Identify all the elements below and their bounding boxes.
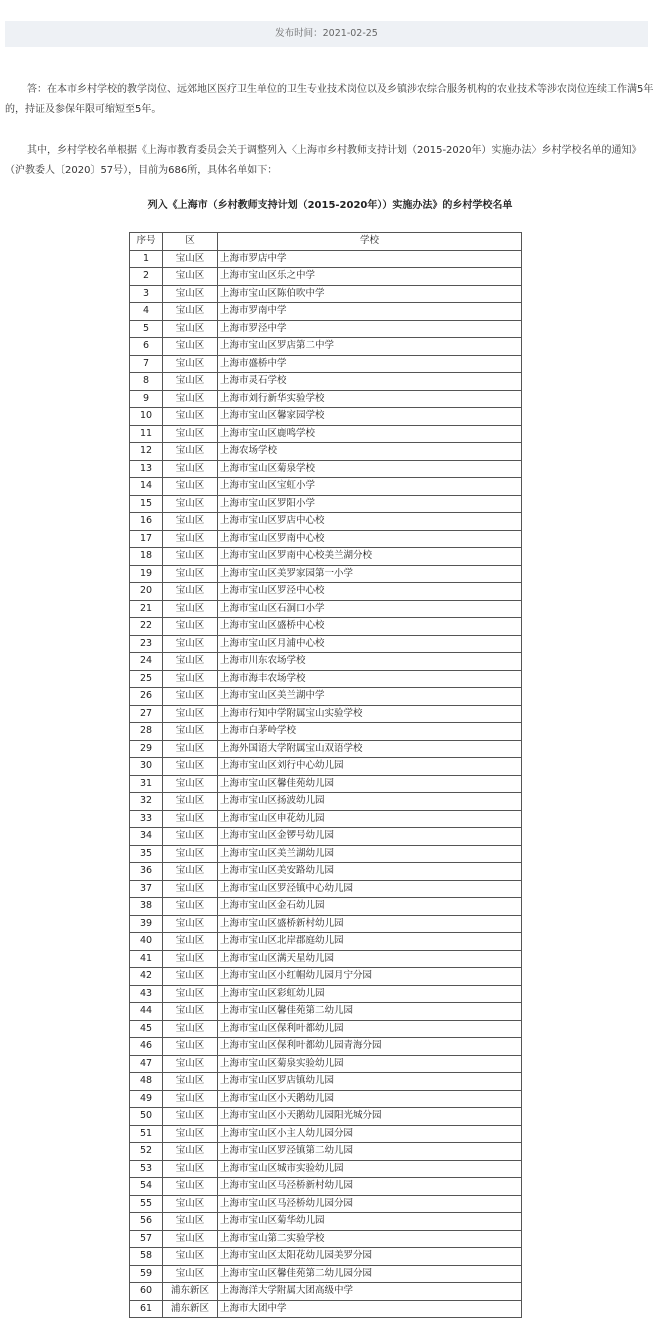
row-district: 宝山区 <box>163 530 218 548</box>
row-number: 16 <box>130 513 163 531</box>
row-number: 38 <box>130 898 163 916</box>
row-school-name: 上海外国语大学附属宝山双语学校 <box>218 740 522 758</box>
row-district: 宝山区 <box>163 495 218 513</box>
publish-date: 发布时间：2021-02-25 <box>275 28 378 39</box>
row-district: 宝山区 <box>163 915 218 933</box>
row-number: 24 <box>130 653 163 671</box>
table-row <box>130 513 522 531</box>
table-row <box>130 950 522 968</box>
row-school-name: 上海市宝山区保利叶都幼儿园青海分园 <box>218 1038 522 1056</box>
table-row <box>130 810 522 828</box>
row-district: 宝山区 <box>163 250 218 268</box>
table-row <box>130 1038 522 1056</box>
row-number: 7 <box>130 355 163 373</box>
row-district: 宝山区 <box>163 775 218 793</box>
row-district: 宝山区 <box>163 303 218 321</box>
row-number: 53 <box>130 1160 163 1178</box>
table-row <box>130 1160 522 1178</box>
answer-paragraph: 答：在本市乡村学校的教学岗位、远郊地区医疗卫生单位的卫生专业技术岗位以及乡镇涉农综合服务机构的农业技术等涉农岗位连续工作满5年的，持证及参保年限可缩短至5年。 <box>5 84 654 115</box>
table-row <box>130 1300 522 1318</box>
table-row <box>130 1020 522 1038</box>
row-school-name: 上海市宝山区菊华幼儿园 <box>218 1213 522 1231</box>
row-district: 宝山区 <box>163 460 218 478</box>
row-district: 宝山区 <box>163 863 218 881</box>
table-row <box>130 1178 522 1196</box>
row-school-name: 上海市宝山区小天鹅幼儿园 <box>218 1090 522 1108</box>
table-row <box>130 1143 522 1161</box>
row-number: 21 <box>130 600 163 618</box>
row-district: 宝山区 <box>163 1265 218 1283</box>
row-district: 宝山区 <box>163 705 218 723</box>
row-school-name: 上海市宝山区美兰湖中学 <box>218 688 522 706</box>
table-row <box>130 705 522 723</box>
row-district: 宝山区 <box>163 1160 218 1178</box>
row-school-name: 上海市宝山区马泾桥新村幼儿园 <box>218 1178 522 1196</box>
row-school-name: 上海市宝山区美罗家园第一小学 <box>218 565 522 583</box>
table-row <box>130 530 522 548</box>
row-number: 57 <box>130 1230 163 1248</box>
rural-school-table <box>129 232 522 1318</box>
table-row <box>130 688 522 706</box>
row-school-name: 上海市宝山区馨家园学校 <box>218 408 522 426</box>
row-school-name: 上海市罗南中学 <box>218 303 522 321</box>
row-school-name: 上海市海丰农场学校 <box>218 670 522 688</box>
row-number: 56 <box>130 1213 163 1231</box>
row-district: 宝山区 <box>163 565 218 583</box>
row-school-name: 上海市宝山区馨佳苑第二幼儿园 <box>218 1003 522 1021</box>
row-school-name: 上海市白茅岭学校 <box>218 723 522 741</box>
row-number: 55 <box>130 1195 163 1213</box>
row-district: 宝山区 <box>163 845 218 863</box>
row-school-name: 上海市宝山区罗店第二中学 <box>218 338 522 356</box>
row-district: 宝山区 <box>163 600 218 618</box>
row-school-name: 上海市宝山区盛桥新村幼儿园 <box>218 915 522 933</box>
table-row <box>130 1248 522 1266</box>
row-number: 18 <box>130 548 163 566</box>
row-school-name: 上海海洋大学附属大团高级中学 <box>218 1283 522 1301</box>
table-row <box>130 303 522 321</box>
row-district: 宝山区 <box>163 1125 218 1143</box>
table-row <box>130 1003 522 1021</box>
table-row <box>130 845 522 863</box>
table-row <box>130 933 522 951</box>
row-district: 宝山区 <box>163 880 218 898</box>
table-row <box>130 443 522 461</box>
row-number: 6 <box>130 338 163 356</box>
table-row <box>130 583 522 601</box>
row-school-name: 上海市宝山区申花幼儿园 <box>218 810 522 828</box>
row-school-name: 上海市宝山区美安路幼儿园 <box>218 863 522 881</box>
row-district: 浦东新区 <box>163 1283 218 1301</box>
row-district: 宝山区 <box>163 618 218 636</box>
row-number: 9 <box>130 390 163 408</box>
row-number: 5 <box>130 320 163 338</box>
row-school-name: 上海市宝山区罗店镇幼儿园 <box>218 1073 522 1091</box>
row-number: 19 <box>130 565 163 583</box>
row-number: 14 <box>130 478 163 496</box>
table-row <box>130 548 522 566</box>
table-row <box>130 618 522 636</box>
row-school-name: 上海市盛桥中学 <box>218 355 522 373</box>
table-row <box>130 968 522 986</box>
row-district: 宝山区 <box>163 723 218 741</box>
row-district: 宝山区 <box>163 1213 218 1231</box>
row-number: 46 <box>130 1038 163 1056</box>
row-district: 宝山区 <box>163 1090 218 1108</box>
row-number: 41 <box>130 950 163 968</box>
row-district: 宝山区 <box>163 548 218 566</box>
row-school-name: 上海市宝山第二实验学校 <box>218 1230 522 1248</box>
table-row <box>130 1055 522 1073</box>
row-district: 宝山区 <box>163 355 218 373</box>
row-school-name: 上海市宝山区小主人幼儿园分园 <box>218 1125 522 1143</box>
header-district: 区 <box>163 233 218 251</box>
table-row <box>130 1213 522 1231</box>
row-number: 42 <box>130 968 163 986</box>
row-school-name: 上海市宝山区盛桥中心校 <box>218 618 522 636</box>
table-row <box>130 985 522 1003</box>
row-school-name: 上海市宝山区太阳花幼儿园美罗分园 <box>218 1248 522 1266</box>
row-school-name: 上海市宝山区彩虹幼儿园 <box>218 985 522 1003</box>
row-number: 4 <box>130 303 163 321</box>
row-district: 宝山区 <box>163 810 218 828</box>
header-no: 序号 <box>130 233 163 251</box>
row-school-name: 上海市宝山区罗阳小学 <box>218 495 522 513</box>
table-row <box>130 355 522 373</box>
row-number: 40 <box>130 933 163 951</box>
row-district: 宝山区 <box>163 793 218 811</box>
row-district: 宝山区 <box>163 828 218 846</box>
table-row <box>130 915 522 933</box>
table-row <box>130 775 522 793</box>
row-school-name: 上海市宝山区乐之中学 <box>218 268 522 286</box>
table-row <box>130 285 522 303</box>
row-school-name: 上海市宝山区馨佳苑第二幼儿园分园 <box>218 1265 522 1283</box>
table-row <box>130 478 522 496</box>
row-number: 37 <box>130 880 163 898</box>
table-body <box>130 250 522 1318</box>
row-district: 宝山区 <box>163 583 218 601</box>
row-district: 宝山区 <box>163 740 218 758</box>
table-row <box>130 1108 522 1126</box>
row-number: 59 <box>130 1265 163 1283</box>
row-number: 11 <box>130 425 163 443</box>
table-row <box>130 723 522 741</box>
row-school-name: 上海市刘行新华实验学校 <box>218 390 522 408</box>
row-number: 8 <box>130 373 163 391</box>
row-school-name: 上海农场学校 <box>218 443 522 461</box>
row-number: 45 <box>130 1020 163 1038</box>
row-number: 20 <box>130 583 163 601</box>
table-row <box>130 268 522 286</box>
row-number: 39 <box>130 915 163 933</box>
row-school-name: 上海市宝山区馨佳苑幼儿园 <box>218 775 522 793</box>
row-district: 宝山区 <box>163 443 218 461</box>
row-number: 43 <box>130 985 163 1003</box>
row-number: 31 <box>130 775 163 793</box>
row-school-name: 上海市大团中学 <box>218 1300 522 1318</box>
row-school-name: 上海市宝山区满天星幼儿园 <box>218 950 522 968</box>
publish-date-bar <box>5 21 648 47</box>
table-row <box>130 495 522 513</box>
table-row <box>130 793 522 811</box>
row-district: 宝山区 <box>163 950 218 968</box>
row-district: 宝山区 <box>163 1020 218 1038</box>
row-school-name: 上海市川东农场学校 <box>218 653 522 671</box>
row-district: 宝山区 <box>163 425 218 443</box>
row-district: 宝山区 <box>163 1055 218 1073</box>
table-row <box>130 250 522 268</box>
row-school-name: 上海市宝山区罗南中心校 <box>218 530 522 548</box>
table-row <box>130 1283 522 1301</box>
row-number: 2 <box>130 268 163 286</box>
row-school-name: 上海市宝山区扬波幼儿园 <box>218 793 522 811</box>
row-district: 宝山区 <box>163 688 218 706</box>
row-school-name: 上海市宝山区金石幼儿园 <box>218 898 522 916</box>
row-number: 58 <box>130 1248 163 1266</box>
row-number: 1 <box>130 250 163 268</box>
table-row <box>130 390 522 408</box>
row-number: 25 <box>130 670 163 688</box>
table-row <box>130 1090 522 1108</box>
row-school-name: 上海市宝山区刘行中心幼儿园 <box>218 758 522 776</box>
row-school-name: 上海市行知中学附属宝山实验学校 <box>218 705 522 723</box>
row-number: 50 <box>130 1108 163 1126</box>
table-row <box>130 460 522 478</box>
row-number: 17 <box>130 530 163 548</box>
row-school-name: 上海市宝山区宝虹小学 <box>218 478 522 496</box>
row-school-name: 上海市宝山区罗南中心校美兰湖分校 <box>218 548 522 566</box>
row-district: 宝山区 <box>163 635 218 653</box>
row-district: 宝山区 <box>163 408 218 426</box>
row-district: 宝山区 <box>163 1108 218 1126</box>
table-row <box>130 338 522 356</box>
row-school-name: 上海市宝山区月浦中心校 <box>218 635 522 653</box>
row-school-name: 上海市宝山区马泾桥幼儿园分园 <box>218 1195 522 1213</box>
row-district: 浦东新区 <box>163 1300 218 1318</box>
table-row <box>130 565 522 583</box>
header-school: 学校 <box>218 233 522 251</box>
row-district: 宝山区 <box>163 373 218 391</box>
table-row <box>130 898 522 916</box>
row-number: 51 <box>130 1125 163 1143</box>
row-number: 61 <box>130 1300 163 1318</box>
row-district: 宝山区 <box>163 1195 218 1213</box>
row-district: 宝山区 <box>163 1230 218 1248</box>
row-school-name: 上海市宝山区城市实验幼儿园 <box>218 1160 522 1178</box>
row-number: 13 <box>130 460 163 478</box>
row-number: 35 <box>130 845 163 863</box>
table-row <box>130 1125 522 1143</box>
table-row <box>130 828 522 846</box>
row-number: 12 <box>130 443 163 461</box>
row-district: 宝山区 <box>163 268 218 286</box>
row-school-name: 上海市灵石学校 <box>218 373 522 391</box>
row-district: 宝山区 <box>163 390 218 408</box>
row-district: 宝山区 <box>163 285 218 303</box>
table-row <box>130 408 522 426</box>
row-school-name: 上海市罗店中学 <box>218 250 522 268</box>
row-school-name: 上海市宝山区小红帽幼儿园月宁分园 <box>218 968 522 986</box>
row-number: 15 <box>130 495 163 513</box>
row-district: 宝山区 <box>163 1248 218 1266</box>
row-number: 22 <box>130 618 163 636</box>
table-row <box>130 863 522 881</box>
row-school-name: 上海市宝山区菊泉学校 <box>218 460 522 478</box>
row-district: 宝山区 <box>163 1178 218 1196</box>
row-district: 宝山区 <box>163 320 218 338</box>
table-row <box>130 880 522 898</box>
row-school-name: 上海市宝山区金锣号幼儿园 <box>218 828 522 846</box>
row-number: 49 <box>130 1090 163 1108</box>
table-row <box>130 1230 522 1248</box>
row-district: 宝山区 <box>163 1073 218 1091</box>
row-district: 宝山区 <box>163 758 218 776</box>
table-row <box>130 635 522 653</box>
row-school-name: 上海市宝山区鹿鸣学校 <box>218 425 522 443</box>
row-number: 27 <box>130 705 163 723</box>
row-number: 34 <box>130 828 163 846</box>
row-district: 宝山区 <box>163 478 218 496</box>
row-school-name: 上海市宝山区罗泾中心校 <box>218 583 522 601</box>
row-school-name: 上海市宝山区菊泉实验幼儿园 <box>218 1055 522 1073</box>
table-row <box>130 1265 522 1283</box>
table-row <box>130 373 522 391</box>
row-number: 26 <box>130 688 163 706</box>
row-district: 宝山区 <box>163 898 218 916</box>
table-title: 列入《上海市（乡村教师支持计划（2015-2020年））实施办法》的乡村学校名单 <box>147 200 513 211</box>
row-district: 宝山区 <box>163 1003 218 1021</box>
table-row <box>130 670 522 688</box>
row-number: 29 <box>130 740 163 758</box>
row-district: 宝山区 <box>163 670 218 688</box>
table-header-row <box>130 233 522 251</box>
row-number: 3 <box>130 285 163 303</box>
table-row <box>130 653 522 671</box>
row-district: 宝山区 <box>163 653 218 671</box>
row-school-name: 上海市宝山区陈伯吹中学 <box>218 285 522 303</box>
table-row <box>130 740 522 758</box>
row-number: 44 <box>130 1003 163 1021</box>
table-row <box>130 425 522 443</box>
row-number: 33 <box>130 810 163 828</box>
row-number: 30 <box>130 758 163 776</box>
row-school-name: 上海市宝山区小天鹅幼儿园阳光城分园 <box>218 1108 522 1126</box>
row-district: 宝山区 <box>163 1143 218 1161</box>
row-number: 52 <box>130 1143 163 1161</box>
row-school-name: 上海市宝山区美兰湖幼儿园 <box>218 845 522 863</box>
row-school-name: 上海市罗泾中学 <box>218 320 522 338</box>
row-district: 宝山区 <box>163 338 218 356</box>
row-school-name: 上海市宝山区石洞口小学 <box>218 600 522 618</box>
row-number: 23 <box>130 635 163 653</box>
row-district: 宝山区 <box>163 968 218 986</box>
table-row <box>130 758 522 776</box>
table-row <box>130 1073 522 1091</box>
row-district: 宝山区 <box>163 933 218 951</box>
row-number: 48 <box>130 1073 163 1091</box>
row-number: 60 <box>130 1283 163 1301</box>
table-row <box>130 600 522 618</box>
row-number: 54 <box>130 1178 163 1196</box>
row-district: 宝山区 <box>163 513 218 531</box>
row-number: 36 <box>130 863 163 881</box>
row-number: 32 <box>130 793 163 811</box>
row-number: 10 <box>130 408 163 426</box>
row-district: 宝山区 <box>163 985 218 1003</box>
row-school-name: 上海市宝山区北岸郡庭幼儿园 <box>218 933 522 951</box>
row-number: 47 <box>130 1055 163 1073</box>
row-school-name: 上海市宝山区罗泾镇中心幼儿园 <box>218 880 522 898</box>
school-list-intro-paragraph: 其中，乡村学校名单根据《上海市教育委员会关于调整列入〈上海市乡村教师支持计划（2015-2020年）实施办法〉乡村学校名单的通知》（沪教委人〔2020〕57号），目前为686所，具体名单如下： <box>5 145 642 176</box>
table-row <box>130 1195 522 1213</box>
row-school-name: 上海市宝山区保利叶都幼儿园 <box>218 1020 522 1038</box>
row-school-name: 上海市宝山区罗泾镇第二幼儿园 <box>218 1143 522 1161</box>
table-row <box>130 320 522 338</box>
row-number: 28 <box>130 723 163 741</box>
row-school-name: 上海市宝山区罗店中心校 <box>218 513 522 531</box>
row-district: 宝山区 <box>163 1038 218 1056</box>
